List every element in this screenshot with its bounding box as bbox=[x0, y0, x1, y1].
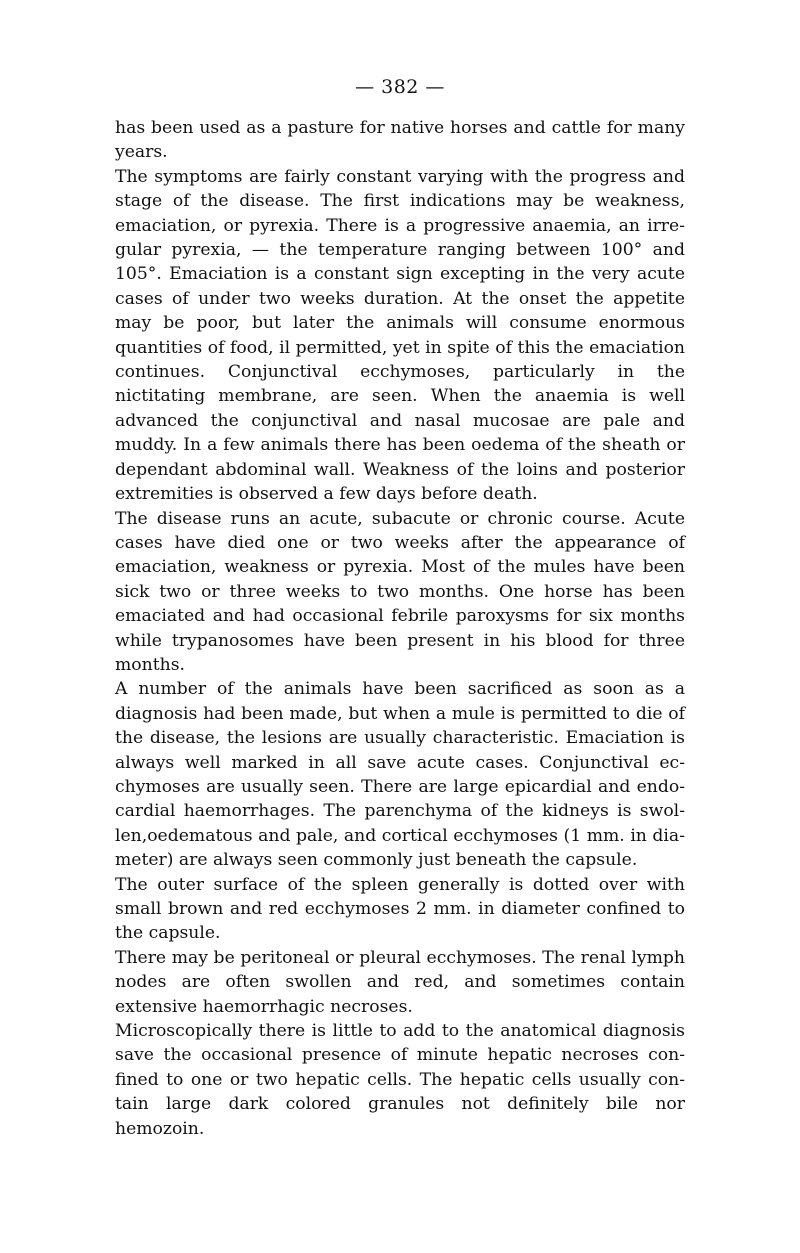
paragraph-course: The disease runs an acute, subacute or chronic course. Acute cases have died one or two weeks after the appearance of emaciation, weakness or pyrexia. Most of the mules have been sick two or three weeks to two months. One horse has been emaciated and had occasional febrile paroxysms for six months while trypanosomes have been present in his blood for three months. bbox=[115, 508, 685, 675]
body-text bbox=[115, 116, 685, 1141]
page-number: — 382 — bbox=[355, 76, 445, 98]
paragraph-symptoms: The symptoms are fairly constant varying with the progress and stage of the disease. The first indications may be weakness, emaciation, or pyrexia. There is a progressive anaemia, an irregular pyrexia, — the temperature ranging between 100° and 105°. Emaciation is a constant sign excepting in the very acute cases of under two weeks duration. At the onset the appetite may be poor, but later the animals will consume enormous quantities of food, il permitted, yet in spite of this the emaciation continues. Conjunctival ecchymoses, particularly in the nictitating membrane, are seen. When the anaemia is well advanced the conjunctival and nasal mucosae are pale and muddy. In a few animals there has been oedema of the sheath or dependant abdominal wall. Weakness of the loins and posterior extremities is observed a few days before death. bbox=[115, 166, 685, 505]
paragraph-lymph-nodes: There may be peritoneal or pleural ecchymoses. The renal lymph nodes are often swollen and red, and sometimes contain extensive haemorrhagic necroses. bbox=[115, 947, 685, 1017]
paragraph-spleen: The outer surface of the spleen generally is dotted over with small brown and red ecchymoses 2 mm. in diameter confined to the capsule. bbox=[115, 874, 685, 944]
paragraph-pasture: has been used as a pasture for native horses and cattle for many years. bbox=[115, 118, 685, 163]
paragraph-lesions: A number of the animals have been sacrificed as soon as a diagnosis had been made, but when a mule is permitted to die of the disease, the lesions are usually characteristic. Emaciation is always well marked in all save acute cases. Conjunctival ecchymoses are usually seen. There are large epicardial and endocardial haemorrhages. The parenchyma of the kidneys is swollen,oedematous and pale, and cortical ecchymoses (1 mm. in diameter) are always seen commonly just beneath the capsule. bbox=[115, 679, 685, 871]
paragraph-microscopy: Microscopically there is little to add to the anatomical diagnosis save the occasional presence of minute hepatic necroses confined to one or two hepatic cells. The hepatic cells usually contain large dark colored granules not definitely bile nor hemozoin. bbox=[115, 1021, 685, 1139]
